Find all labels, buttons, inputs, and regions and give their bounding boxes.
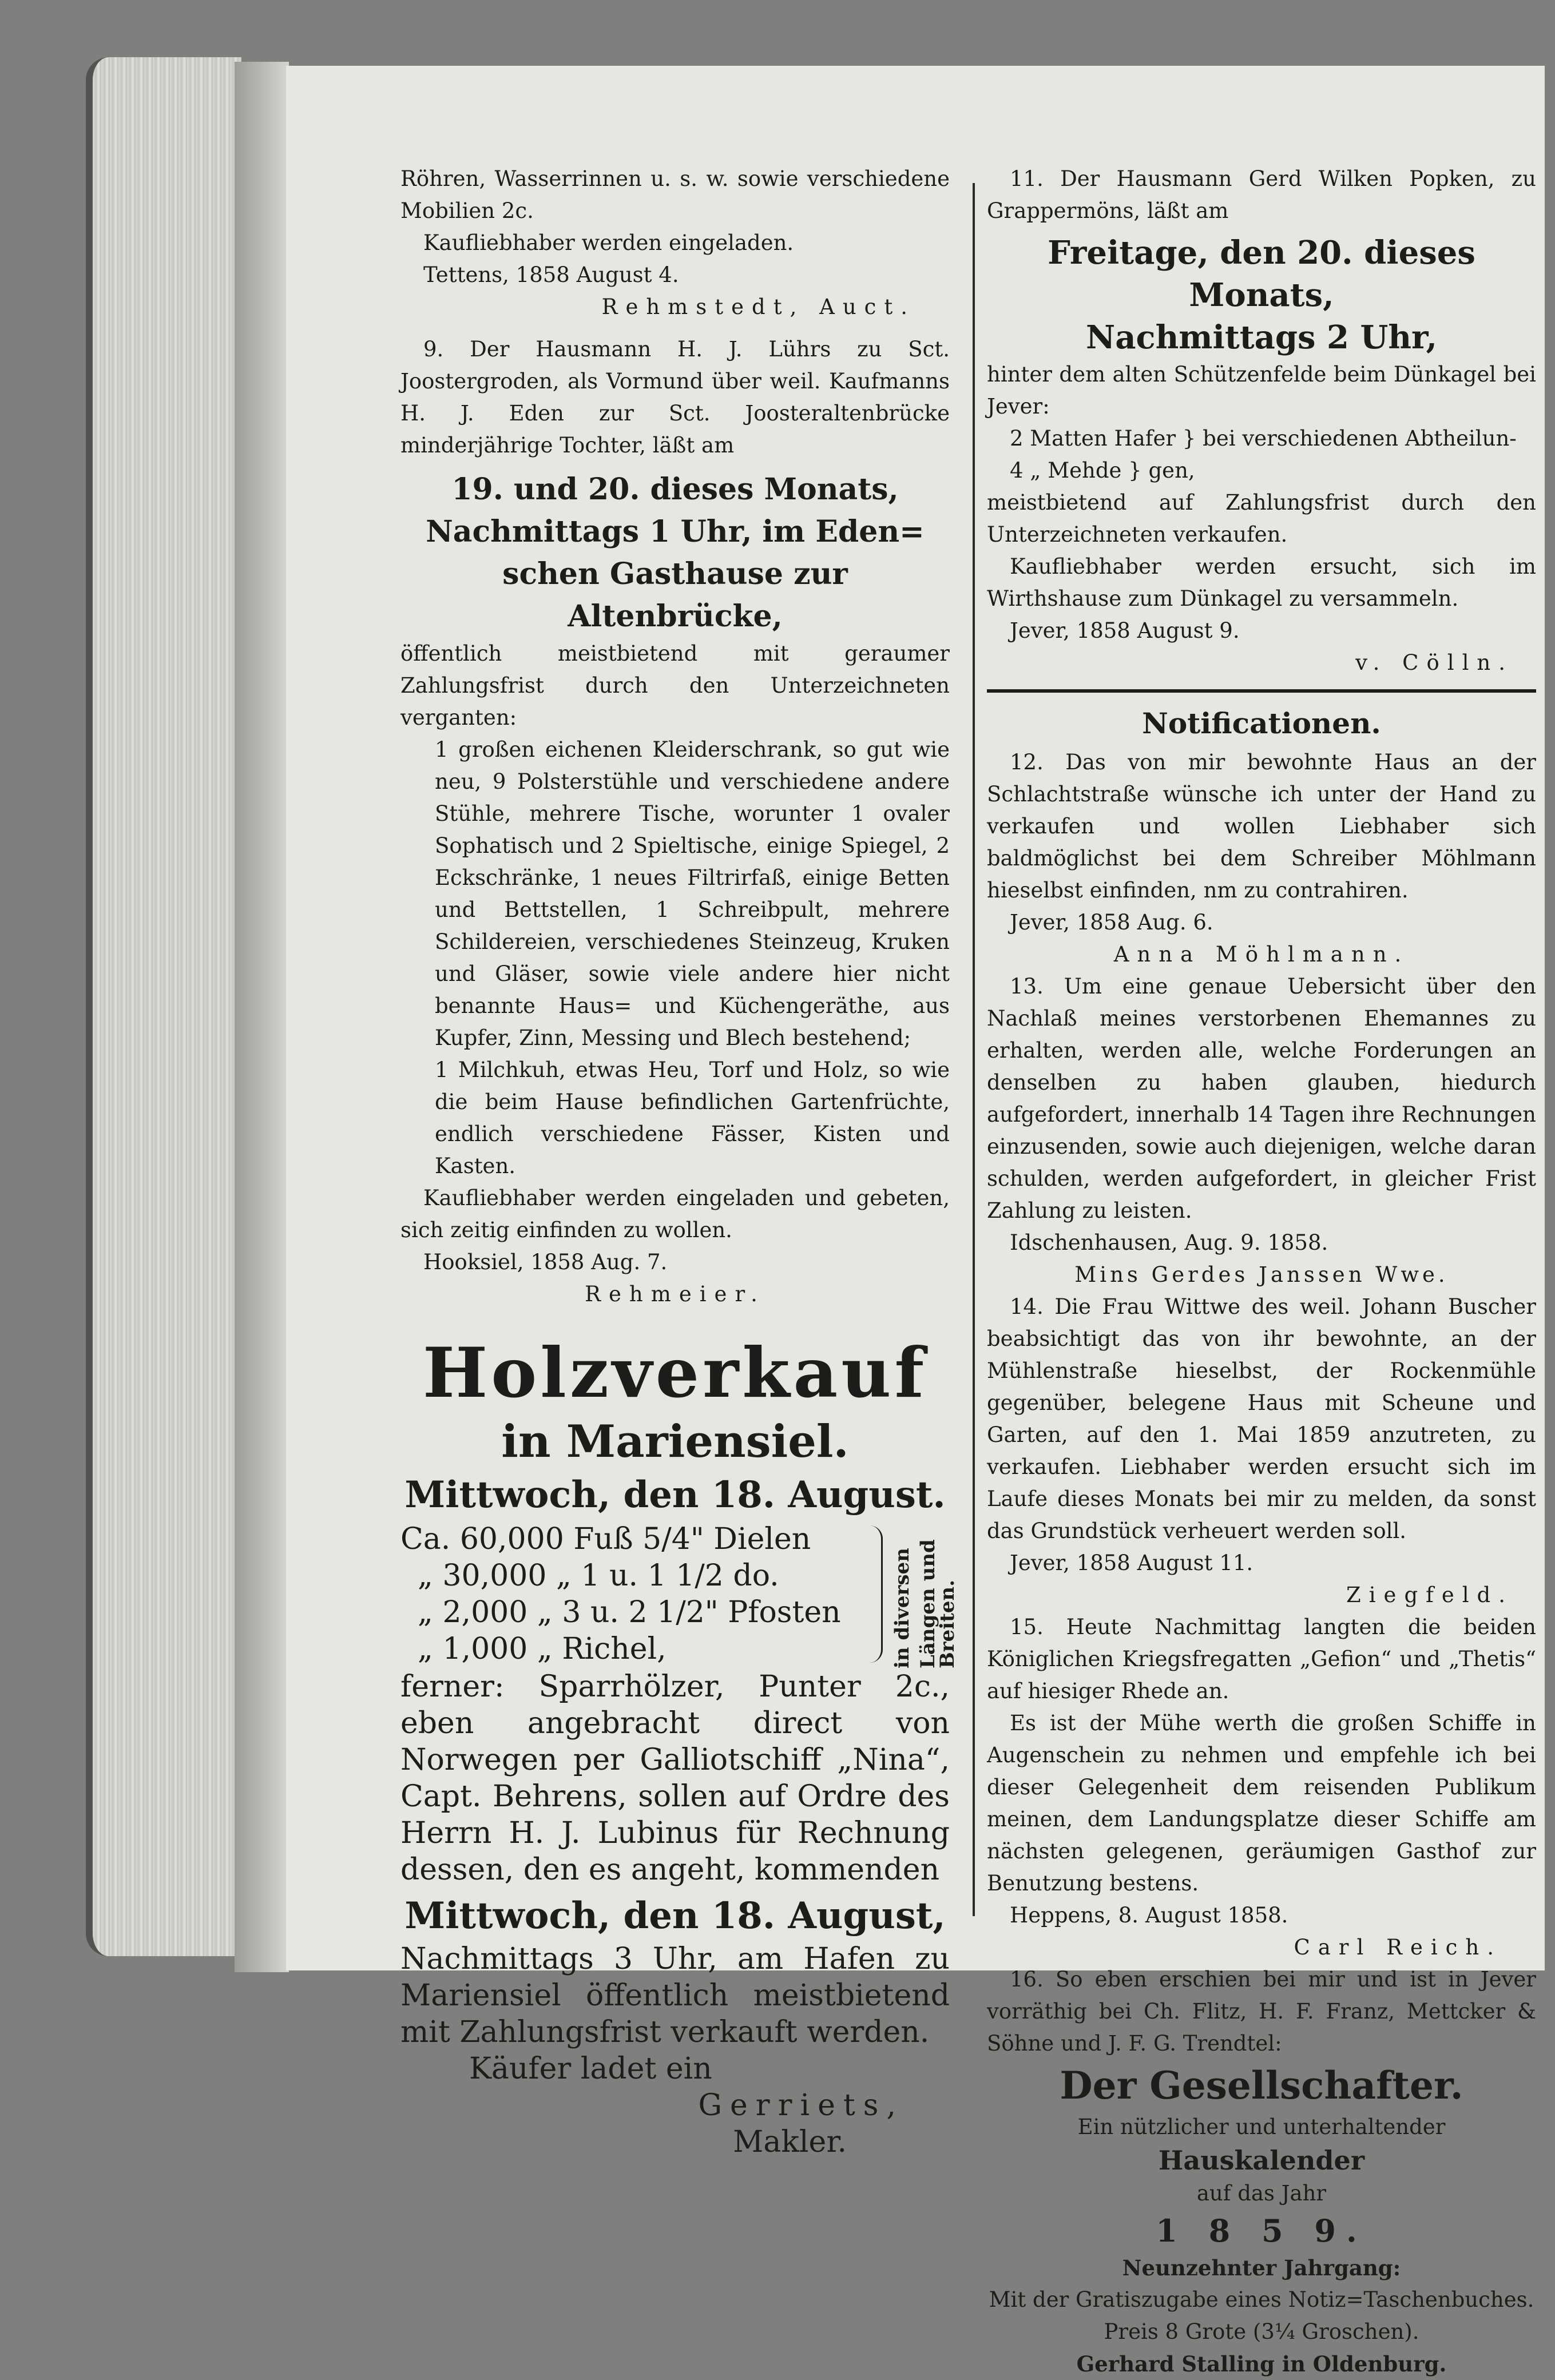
notice-13-signature: Mins Gerdes Janssen Wwe. bbox=[1074, 1262, 1449, 1287]
notice-16-text: 16. So eben erschien bei mir und ist in Jever vorräthig bei Ch. Flitz, H. F. Franz, Mettcker & Söhne und J. F. G. Trendtel: bbox=[987, 1967, 1536, 2056]
notice-text: Kaufliebhaber werden eingeladen. bbox=[423, 231, 794, 255]
timber-line: „ 2,000 „ 3 u. 2 1/2" Pfosten bbox=[418, 1595, 841, 1630]
notice-11-item: 4 „ Mehde } gen, bbox=[1010, 458, 1195, 483]
notice-12-date: Jever, 1858 Aug. 6. bbox=[1010, 910, 1213, 935]
timber-side-text: in diversen bbox=[891, 1548, 914, 1668]
notice-9-date-line: Hooksiel, 1858 Aug. 7. bbox=[423, 1250, 668, 1274]
brace-glyph bbox=[870, 1525, 883, 1663]
timber-line: Ca. 60,000 Fuß 5/4" Dielen bbox=[400, 1522, 811, 1556]
book-subtitle: Ein nützlicher und unterhaltender bbox=[1077, 2115, 1446, 2139]
page-gutter-shadow bbox=[235, 62, 289, 1972]
timber-line: „ 30,000 „ 1 u. 1 1/2 do. bbox=[418, 1559, 779, 1593]
notice-14-text: 14. Die Frau Wittwe des weil. Johann Buscher beabsichtigt das von ihr bewohnte, an der Mühlenstraße hieselbst, der Rockenmühle gegenüber, belegene Haus mit Scheune und Garten, auf den 1. Mai 1859 anzutreten, zu verkaufen. Liebhaber werden ersucht sich im Laufe dieses Monats bei mir zu melden, da sonst das Grundstück verheuert werden soll. bbox=[987, 1294, 1536, 1543]
advert-signature-role: Makler. bbox=[733, 2125, 847, 2159]
book-title: Der Gesellschafter. bbox=[1060, 2063, 1463, 2108]
notice-9-items: 1 Milchkuh, etwas Heu, Torf und Holz, so wie die beim Hause befindlichen Gartenfrüchte, endlich verschiedene Fässer, Kisten und Kasten. bbox=[435, 1058, 950, 1178]
notice-11-signature: v. Cölln. bbox=[1355, 650, 1513, 675]
advert-signature: Gerriets, bbox=[698, 2088, 904, 2123]
notice-11-date: Freitage, den 20. dieses Monats, bbox=[1048, 234, 1475, 314]
notice-11-item: 2 Matten Hafer } bei verschiedenen Abtheilun- bbox=[1010, 426, 1517, 451]
notice-11-text: Kaufliebhaber werden ersucht, sich im Wirthshause zum Dünkagel zu versammeln. bbox=[987, 554, 1536, 611]
advert-buyers: Käufer ladet ein bbox=[469, 2052, 712, 2086]
advert-title: Holzverkauf bbox=[422, 1333, 928, 1413]
advert-place: in Mariensiel. bbox=[501, 1416, 849, 1468]
notice-14-date: Jever, 1858 August 11. bbox=[1010, 1551, 1253, 1575]
book-bonus: Mit der Gratiszugabe eines Notiz=Taschenbuches. bbox=[989, 2287, 1534, 2312]
book-year-label: auf das Jahr bbox=[1196, 2181, 1327, 2206]
notice-11-text: 11. Der Hausmann Gerd Wilken Popken, zu Grappermöns, läßt am bbox=[987, 166, 1536, 223]
notice-9-time: Nachmittags 1 Uhr, im Eden= bbox=[426, 514, 925, 549]
notice-12-text: 12. Das von mir bewohnte Haus an der Schlachtstraße wünsche ich unter der Hand zu verkaufen und wollen Liebhaber sich baldmöglichst bei dem Schreiber Möhlmann hieselbst einfinden, nm zu contrahiren. bbox=[987, 750, 1536, 903]
notice-13-text: 13. Um eine genaue Uebersicht über den Nachlaß meines verstorbenen Ehemannes zu erhalten, werden alle, welche Forderungen an denselben zu haben glauben, hiedurch aufgefordert, innerhalb 14 Tagen ihre Rechnungen einzusenden, sowie auch diejenigen, welche daran schulden, werden aufgefordert, in gleicher Frist Zahlung zu leisten. bbox=[987, 974, 1536, 1223]
notice-9-text: öffentlich meistbietend mit geraumer Zahlungsfrist durch den Unterzeichneten verganten: bbox=[400, 641, 950, 730]
notice-15-text: 15. Heute Nachmittag langten die beiden Königlichen Kriegsfregatten „Gefion“ und „Thetis“ auf hiesiger Rhede an. bbox=[987, 1615, 1536, 1703]
column-divider bbox=[973, 183, 975, 1916]
timber-side-note bbox=[870, 1520, 959, 1668]
book-page-edges bbox=[86, 57, 241, 1956]
notice-15-text: Es ist der Mühe werth die großen Schiffe in Augenschein zu nehmen und empfehle ich bei dieser Gelegenheit dem reisenden Publikum meinen, dem Landungsplatze dieser Schiffe am nächsten gelegenen, geräumigen Gasthof zur Benutzung bestens. bbox=[987, 1711, 1536, 1896]
book-price: Preis 8 Grote (3¼ Groschen). bbox=[1104, 2319, 1419, 2344]
notice-13-date: Idschenhausen, Aug. 9. 1858. bbox=[1010, 1230, 1328, 1255]
book-kind: Hauskalender bbox=[1158, 2145, 1365, 2176]
notice-9-date: 19. und 20. dieses Monats, bbox=[451, 472, 899, 507]
advert-date: Mittwoch, den 18. August. bbox=[404, 1473, 946, 1516]
notice-11-date-line: Jever, 1858 August 9. bbox=[1010, 618, 1240, 643]
book-edition: Neunzehnter Jahrgang: bbox=[1122, 2255, 1401, 2280]
notice-12-signature: Anna Möhlmann. bbox=[1113, 942, 1410, 967]
timber-side-text: Längen und Breiten. bbox=[917, 1539, 959, 1668]
notice-9-text: 9. Der Hausmann H. J. Lührs zu Sct. Joostergroden, als Vormund über weil. Kaufmanns H. J. Eden zur Sct. Joosteraltenbrücke minderjährige Tochter, läßt am bbox=[400, 337, 950, 458]
section-title: Notificationen. bbox=[1142, 706, 1381, 740]
notice-9-text: Kaufliebhaber werden eingeladen und gebeten, sich zeitig einfinden zu wollen. bbox=[400, 1186, 950, 1242]
notice-11-text: meistbietend auf Zahlungsfrist durch den Unterzeichneten verkaufen. bbox=[987, 490, 1536, 547]
notice-15-date: Heppens, 8. August 1858. bbox=[1010, 1903, 1288, 1928]
book-year: 1 8 5 9. bbox=[1156, 2212, 1367, 2249]
advert-date-repeat: Mittwoch, den 18. August, bbox=[404, 1894, 946, 1937]
notice-9-signature: Rehmeier. bbox=[585, 1282, 765, 1306]
section-rule bbox=[987, 689, 1536, 693]
notice-text: Röhren, Wasserrinnen u. s. w. sowie verschiedene Mobilien 2c. bbox=[400, 166, 950, 223]
advert-body: ferner: Sparrhölzer, Punter 2c., eben angebracht direct von Norwegen per Galliotschiff „Nina“, Capt. Behrens, sollen auf Ordre des Herrn H. J. Lubinus für Rechnung dessen, den es angeht, kommenden bbox=[400, 1670, 950, 1887]
timber-list bbox=[400, 1520, 959, 1668]
timber-line: „ 1,000 „ Richel, bbox=[418, 1632, 667, 1666]
notice-signature: Rehmstedt, Auct. bbox=[601, 295, 915, 319]
left-column bbox=[400, 163, 959, 2160]
notice-14-signature: Ziegfeld. bbox=[1346, 1583, 1513, 1607]
book-publisher: Gerhard Stalling in Oldenburg. bbox=[1076, 2351, 1447, 2377]
notice-9-place: schen Gasthause zur Altenbrücke, bbox=[502, 557, 848, 634]
notice-11-time: Nachmittags 2 Uhr, bbox=[1086, 319, 1437, 356]
notice-9-items: 1 großen eichenen Kleiderschrank, so gut wie neu, 9 Polsterstühle und verschiedene andere Stühle, mehrere Tische, worunter 1 ovaler Sophatisch und 2 Spieltische, einige Spiegel, 2 Eckschränke, 1 neues Filtrirfaß, einige Betten und Bettstellen, 1 Schreibpult, mehrere Schildereien, verschiedenes Steinzeug, Kruken und Gläser, sowie viele andere hier nicht benannte Haus= und Küchengeräthe, aus Kupfer, Zinn, Messing und Blech bestehend; bbox=[435, 737, 950, 1050]
notice-15-signature: Carl Reich. bbox=[1294, 1935, 1502, 1960]
notice-date: Tettens, 1858 August 4. bbox=[423, 263, 679, 287]
advert-body: Nachmittags 3 Uhr, am Hafen zu Mariensiel öffentlich meistbietend mit Zahlungsfrist verkauft werden. bbox=[400, 1942, 950, 2049]
right-column bbox=[987, 163, 1536, 2380]
notice-11-place: hinter dem alten Schützenfelde beim Dünkagel bei Jever: bbox=[987, 362, 1536, 419]
holzverkauf-advert bbox=[400, 1333, 959, 2160]
